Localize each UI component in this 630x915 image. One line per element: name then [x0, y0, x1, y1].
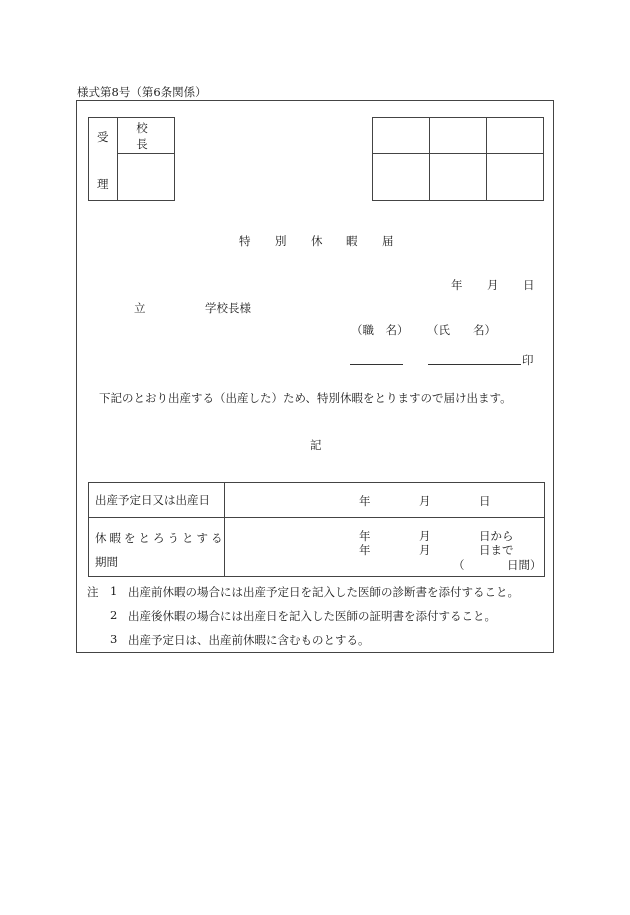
days-open: （	[453, 558, 465, 572]
form-number: 様式第8号（第6条関係）	[77, 85, 207, 99]
note-text: 出産前休暇の場合には出産予定日を記入した医師の診断書を添付すること。	[128, 585, 519, 599]
note-text: 出産後休暇の場合には出産日を記入した医師の証明書を添付すること。	[128, 609, 496, 623]
stamp-cell[interactable]	[373, 154, 430, 201]
position-line[interactable]	[350, 364, 403, 365]
due-year: 年	[359, 494, 371, 508]
position-label: （職 名）	[351, 323, 409, 337]
ki-mark: 記	[310, 438, 322, 452]
due-value-cell[interactable]	[225, 483, 545, 518]
days-close: 日間）	[507, 558, 542, 572]
due-label-cell	[89, 483, 225, 518]
principal-stamp-cell[interactable]	[118, 154, 175, 201]
stamp-cell[interactable]	[430, 154, 487, 201]
due-label: 出産予定日又は出産日	[95, 493, 210, 507]
note-number: 1	[110, 584, 118, 598]
stamp-cell[interactable]	[430, 118, 487, 154]
to-month: 月	[419, 543, 431, 557]
statement: 下記のとおり出産する（出産した）ため、特別休暇をとりますので届け出ます。	[99, 391, 512, 405]
name-label: （氏 名）	[427, 323, 496, 337]
title-char: 休	[311, 234, 323, 248]
receipt-box	[88, 117, 175, 201]
note-number: 3	[110, 632, 118, 646]
seal-mark: 印	[522, 353, 534, 367]
stamp-cell[interactable]	[487, 154, 544, 201]
principal-label-cell	[118, 118, 175, 154]
receipt-label-top: 受	[97, 130, 109, 144]
note-text: 出産予定日は、出産前休暇に含むものとする。	[128, 633, 370, 647]
title-char: 暇	[346, 234, 358, 248]
receipt-label-cell	[89, 118, 118, 201]
stamp-cell[interactable]	[487, 118, 544, 154]
title-char: 届	[382, 234, 394, 248]
to-year: 年	[359, 543, 371, 557]
date-year: 年	[451, 278, 463, 292]
title-char: 特	[239, 234, 251, 248]
leave-label-line2: 期間	[95, 555, 118, 569]
from-year: 年	[359, 529, 371, 543]
due-month: 月	[419, 494, 431, 508]
note-prefix: 注	[87, 585, 99, 599]
details-table	[88, 482, 545, 577]
from-month: 月	[419, 529, 431, 543]
to-day: 日まで	[479, 543, 514, 557]
date-month: 月	[487, 278, 499, 292]
due-day: 日	[479, 494, 491, 508]
note-number: 2	[110, 608, 118, 622]
leave-label-cell	[89, 518, 225, 577]
from-day: 日から	[479, 529, 514, 543]
receipt-label-bottom: 理	[97, 177, 109, 191]
stamp-cell[interactable]	[373, 118, 430, 154]
title-char: 別	[275, 234, 287, 248]
addressee-suffix: 学校長様	[205, 301, 251, 315]
leave-value-cell[interactable]	[225, 518, 545, 577]
name-line[interactable]	[428, 364, 521, 365]
addressee-prefix: 立	[134, 301, 146, 315]
leave-label-line1: 休暇をとろうとする	[95, 531, 226, 545]
date-day: 日	[523, 278, 535, 292]
stamp-grid	[372, 117, 544, 201]
principal-label: 校 長	[136, 120, 176, 151]
